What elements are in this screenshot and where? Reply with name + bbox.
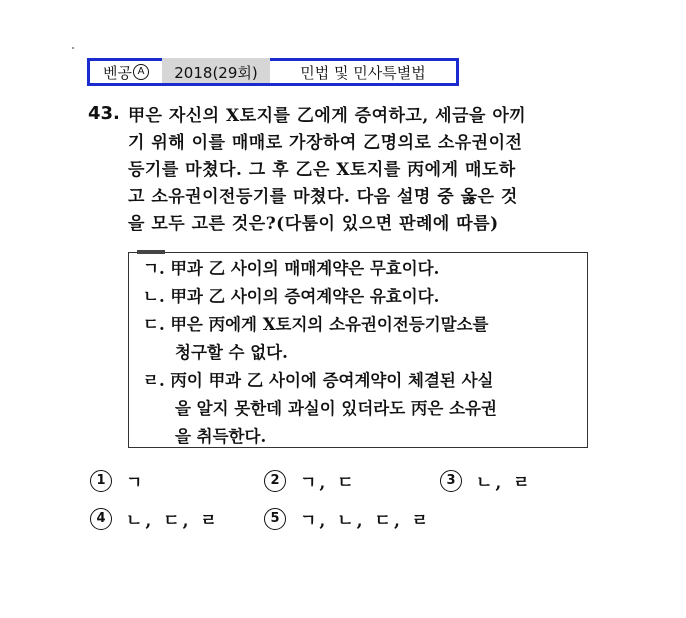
- choice-number: 1: [90, 470, 112, 492]
- choice-number: 4: [90, 508, 112, 530]
- stem-line: 등기를 마쳤다. 그 후 乙은 X토지를 丙에게 매도하: [128, 160, 516, 180]
- choice-text: ㄱ, ㄷ: [300, 473, 357, 493]
- statement-a: [143, 255, 439, 283]
- statement-line: ㄹ. 丙이 甲과 乙 사이에 증여계약이 체결된 사실: [143, 371, 494, 390]
- exam-year: 2018(29회): [162, 58, 270, 83]
- choice-5[interactable]: [264, 506, 431, 531]
- stem-line: 을 모두 고른 것은?(다툼이 있으면 판례에 따름): [128, 214, 499, 234]
- choice-number: 2: [264, 470, 286, 492]
- brand-label: [90, 58, 162, 83]
- box-top-mark: [137, 250, 165, 254]
- choice-3[interactable]: [440, 468, 533, 493]
- choice-number: 5: [264, 508, 286, 530]
- brand-circled-letter: A: [133, 64, 149, 80]
- statement-line: 청구할 수 없다.: [175, 343, 288, 362]
- statement-line: 을 알지 못한데 과실이 있더라도 丙은 소유권: [175, 399, 497, 418]
- choice-number: 3: [440, 470, 462, 492]
- choice-text: ㄴ, ㄷ, ㄹ: [126, 511, 220, 531]
- choice-text: ㄴ, ㄹ: [476, 473, 533, 493]
- choice-text: ㄱ: [126, 473, 146, 493]
- brand-text: 벤공: [103, 63, 132, 82]
- statement-line: ㄷ. 甲은 丙에게 X토지의 소유권이전등기말소를: [143, 315, 489, 334]
- statement-c: [143, 311, 489, 367]
- corner-mark: [72, 47, 74, 49]
- stem-line: 기 위해 이를 매매로 가장하여 乙명의로 소유권이전: [128, 133, 523, 153]
- statement-box: [128, 252, 588, 448]
- statement-line: ㄴ. 甲과 乙 사이의 증여계약은 유효이다.: [143, 287, 440, 306]
- statement-d: [143, 367, 497, 451]
- question-number: 43.: [88, 103, 120, 124]
- stem-line: 고 소유권이전등기를 마쳤다. 다음 설명 중 옳은 것: [128, 187, 518, 207]
- statement-b: [143, 283, 439, 311]
- choice-1[interactable]: [90, 468, 145, 493]
- exam-header: [87, 58, 459, 86]
- question-stem: [128, 103, 604, 238]
- statement-line: 을 취득한다.: [175, 427, 267, 446]
- stem-line: 甲은 자신의 X토지를 乙에게 증여하고, 세금을 아끼: [128, 106, 527, 126]
- choice-4[interactable]: [90, 506, 220, 531]
- exam-subject: 민법 및 민사특별법: [270, 58, 456, 83]
- choice-2[interactable]: [264, 468, 357, 493]
- choice-text: ㄱ, ㄴ, ㄷ, ㄹ: [300, 511, 432, 531]
- statement-line: ㄱ. 甲과 乙 사이의 매매계약은 무효이다.: [143, 259, 440, 278]
